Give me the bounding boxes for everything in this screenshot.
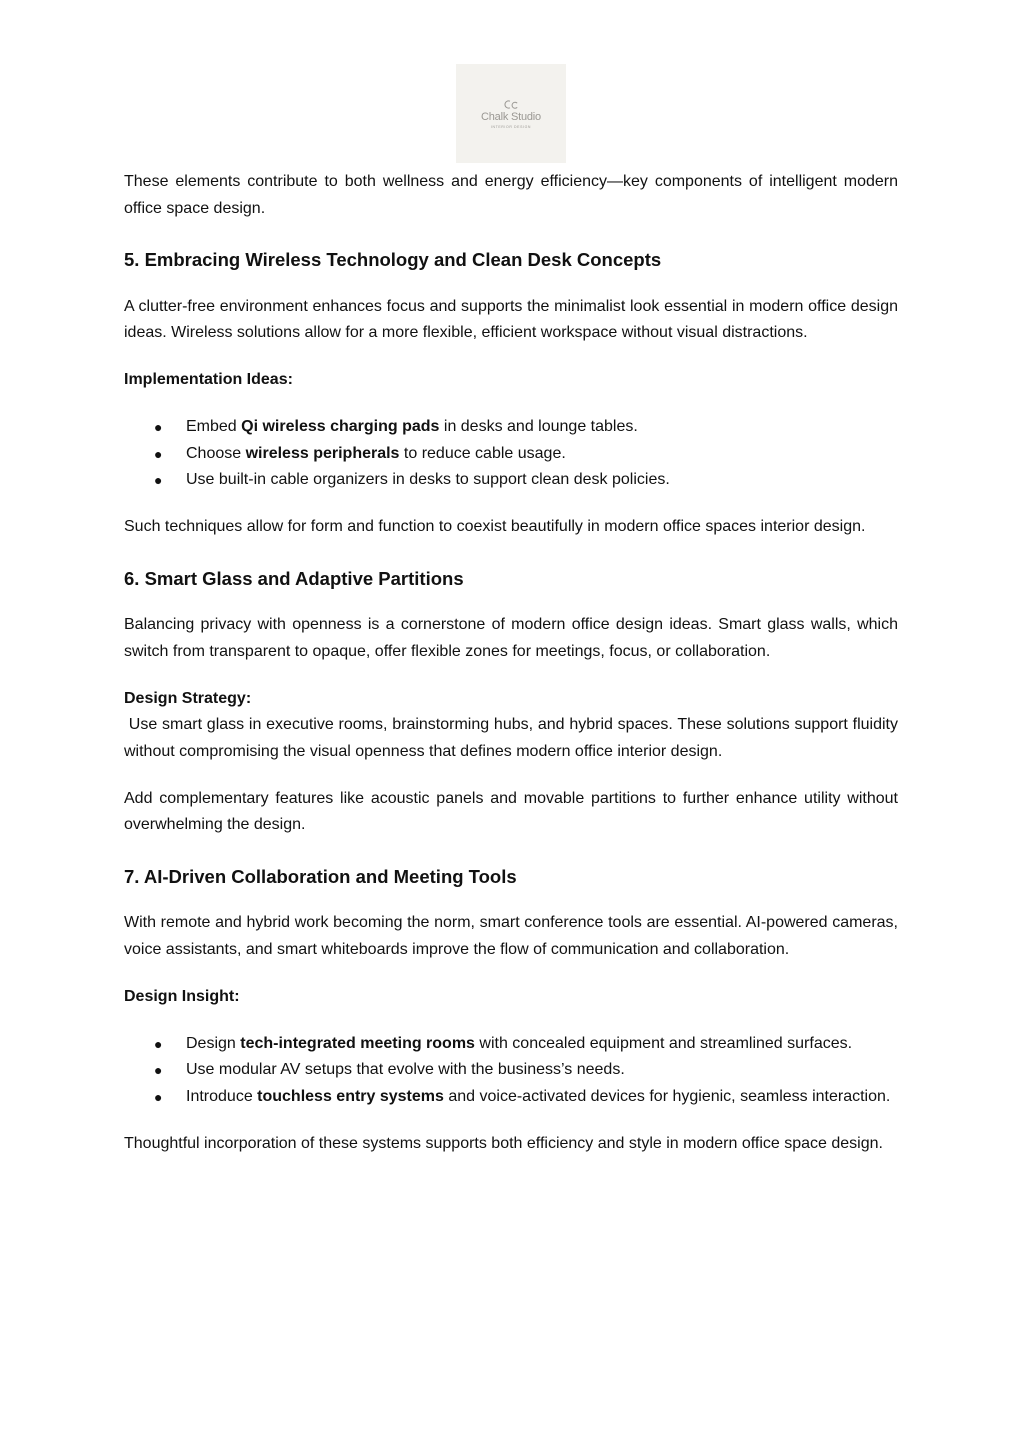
list-item: ● Introduce touchless entry systems and voice-activated devices for hygienic, seamless interaction. (124, 1084, 898, 1111)
list-item: ● Use modular AV setups that evolve with the business’s needs. (124, 1057, 898, 1084)
bullet-icon: ● (154, 1062, 163, 1078)
logo-tagline: INTERIOR DESIGN (490, 124, 532, 129)
design-strategy-text: Use smart glass in executive rooms, brainstorming hubs, and hybrid spaces. These solutions support fluidity without compromising the visual openness that defines modern office interior design. (124, 716, 903, 760)
implementation-ideas-label: Implementation Ideas: (124, 371, 293, 388)
logo-wordmark: Chalk Studio (481, 110, 541, 123)
list-item: ● Embed Qi wireless charging pads in desks and lounge tables. (124, 414, 898, 441)
section-7-closing: Thoughtful incorporation of these systems supports both efficiency and style in modern office space design. (124, 1134, 883, 1152)
bullet-icon: ● (154, 1088, 163, 1105)
bullet-icon: ● (154, 1035, 163, 1052)
bullet-icon: ● (154, 472, 163, 488)
section-6-paragraph: Balancing privacy with openness is a cornerstone of modern office design ideas. Smart glass walls, which switch from transparent to opaque, offer flexible zones for meetings, focus, or collaboration. (124, 616, 898, 660)
list-item: ● Use built-in cable organizers in desks to support clean desk policies. (124, 467, 898, 494)
document-body (124, 169, 903, 1157)
chalk-studio-logo (456, 64, 566, 163)
design-strategy-label: Design Strategy: (124, 689, 252, 707)
bullet-icon: ● (154, 419, 163, 435)
section-5-heading: 5. Embracing Wireless Technology and Clean Desk Concepts (124, 249, 662, 270)
design-insight-label: Design Insight: (124, 987, 240, 1005)
section-7-paragraph: With remote and hybrid work becoming the norm, smart conference tools are essential. AI-powered cameras, voice assistants, and smart whiteboards improve the flow of communication and collaboration. (124, 914, 898, 958)
list-item: ● Design tech-integrated meeting rooms with concealed equipment and streamlined surfaces. (124, 1031, 898, 1058)
section-5-closing: Such techniques allow for form and function to coexist beautifully in modern office spaces interior design. (124, 518, 866, 535)
bullet-icon: ● (154, 445, 163, 462)
design-insight-list (124, 1031, 898, 1111)
list-item: ● Choose wireless peripherals to reduce cable usage. (124, 441, 898, 468)
section-6-closing: Add complementary features like acoustic panels and movable partitions to further enhance utility without overwhelming the design. (124, 789, 898, 833)
section-6-heading: 6. Smart Glass and Adaptive Partitions (124, 567, 464, 589)
implementation-ideas-list (124, 414, 898, 494)
section-5-paragraph: A clutter-free environment enhances focus and supports the minimalist look essential in modern office design ideas. Wireless solutions allow for a more flexible, efficient workspace without visual distractions. (124, 297, 898, 341)
section-7-heading: 7. AI-Driven Collaboration and Meeting Tools (124, 865, 517, 887)
intro-paragraph: These elements contribute to both wellness and energy efficiency—key components of intelligent modern office space design. (124, 173, 898, 217)
double-c-monogram-icon (503, 99, 519, 110)
